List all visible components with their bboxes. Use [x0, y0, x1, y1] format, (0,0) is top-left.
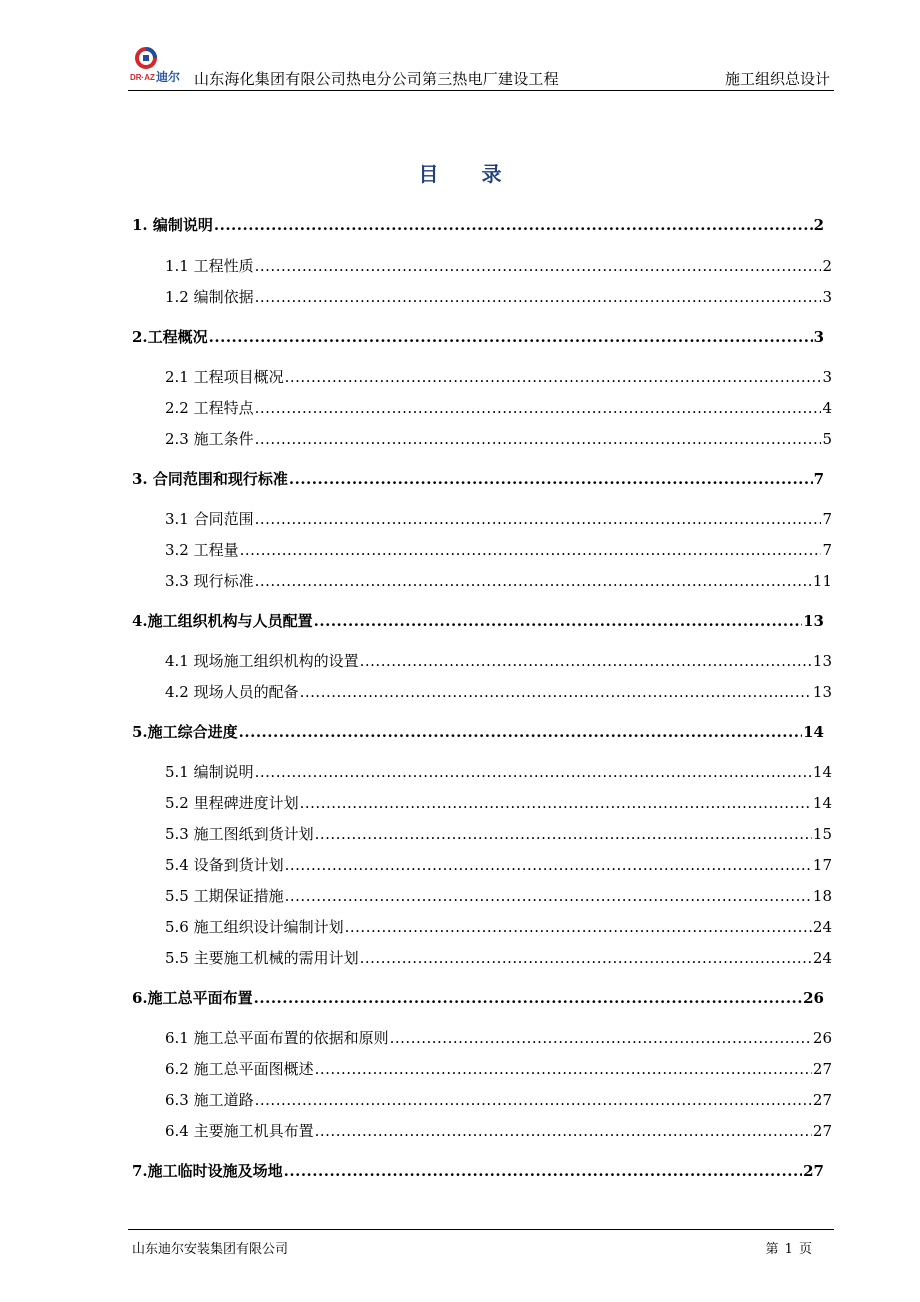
- toc-page-number: 15: [812, 825, 832, 843]
- header-document-type: 施工组织总设计: [724, 70, 830, 88]
- footer-company: 山东迪尔安装集团有限公司: [132, 1242, 289, 1257]
- toc-entry-title: 5.施工综合进度: [132, 723, 238, 741]
- toc-entry-title: 3.3 现行标准: [165, 572, 254, 590]
- toc-section-entry[interactable]: [165, 792, 832, 813]
- toc-page-number: 13: [812, 652, 832, 670]
- toc-entry-title: 2.2 工程特点: [165, 399, 254, 417]
- toc-page-number: 13: [812, 683, 832, 701]
- toc-entry-title: 2.工程概况: [132, 328, 208, 346]
- toc-section-entry[interactable]: [165, 947, 832, 968]
- toc-entry-title: 4.1 现场施工组织机构的设置: [165, 652, 359, 670]
- header-project-title: 山东海化集团有限公司热电分公司第三热电厂建设工程: [194, 70, 559, 88]
- toc-section-entry[interactable]: [165, 681, 832, 702]
- toc-section-entry[interactable]: [165, 761, 832, 782]
- toc-page-number: 7: [822, 541, 832, 559]
- toc-section-entry[interactable]: [165, 428, 832, 449]
- toc-entry-title: 3.1 合同范围: [165, 510, 254, 528]
- toc-dot-leader: [345, 918, 812, 936]
- toc-dot-leader: [285, 887, 812, 905]
- toc-entry-title: 5.6 施工组织设计编制计划: [165, 918, 344, 936]
- toc-section-entry[interactable]: [165, 397, 832, 418]
- toc-dot-leader: [240, 541, 822, 559]
- toc-entry-title: 5.3 施工图纸到货计划: [165, 825, 314, 843]
- logo-chinese-text: 迪尔: [156, 70, 181, 84]
- toc-page-number: 11: [812, 572, 832, 590]
- toc-page-number: 26: [812, 1029, 832, 1047]
- toc-section-entry[interactable]: [165, 286, 832, 307]
- toc-page-number: 14: [812, 763, 832, 781]
- toc-section-entry[interactable]: [165, 366, 832, 387]
- toc-entry-title: 6.3 施工道路: [165, 1091, 254, 1109]
- toc-page-number: 13: [803, 612, 824, 630]
- toc-chapter-entry[interactable]: [132, 721, 824, 742]
- toc-dot-leader: [255, 1091, 812, 1109]
- toc-dot-leader: [254, 989, 802, 1007]
- toc-dot-leader: [289, 470, 813, 488]
- toc-page-number: 14: [812, 794, 832, 812]
- footer-page-number: 第 1 页: [765, 1242, 812, 1257]
- toc-dot-leader: [300, 683, 812, 701]
- toc-entry-title: 1. 编制说明: [132, 216, 213, 234]
- toc-page-number: 2: [813, 216, 824, 234]
- toc-page-number: 27: [812, 1122, 832, 1140]
- toc-page-number: 17: [812, 856, 832, 874]
- toc-section-entry[interactable]: [165, 916, 832, 937]
- toc-entry-title: 4.施工组织机构与人员配置: [132, 612, 313, 630]
- toc-page-number: 27: [803, 1162, 824, 1180]
- page-footer: [128, 1229, 834, 1258]
- toc-dot-leader: [285, 856, 812, 874]
- toc-section-entry[interactable]: [165, 1120, 832, 1141]
- toc-entry-title: 3. 合同范围和现行标准: [132, 470, 288, 488]
- toc-section-entry[interactable]: [165, 885, 832, 906]
- toc-entry-title: 2.1 工程项目概况: [165, 368, 284, 386]
- toc-page-number: 24: [812, 918, 832, 936]
- toc-section-entry[interactable]: [165, 539, 832, 560]
- toc-section-entry[interactable]: [165, 1027, 832, 1048]
- toc-dot-leader: [255, 763, 812, 781]
- toc-entry-title: 7.施工临时设施及场地: [132, 1162, 283, 1180]
- toc-page-number: 27: [812, 1060, 832, 1078]
- toc-entry-title: 4.2 现场人员的配备: [165, 683, 299, 701]
- toc-title: 目 录: [418, 162, 520, 186]
- toc-entry-title: 2.3 施工条件: [165, 430, 254, 448]
- toc-dot-leader: [360, 949, 812, 967]
- toc-entry-title: 5.1 编制说明: [165, 763, 254, 781]
- toc-dot-leader: [209, 328, 813, 346]
- toc-entry-title: 6.施工总平面布置: [132, 989, 253, 1007]
- toc-dot-leader: [255, 399, 822, 417]
- toc-entry-title: 5.2 里程碑进度计划: [165, 794, 299, 812]
- toc-entry-title: 6.2 施工总平面图概述: [165, 1060, 314, 1078]
- toc-entry-title: 6.1 施工总平面布置的依据和原则: [165, 1029, 389, 1047]
- toc-page-number: 5: [822, 430, 832, 448]
- toc-chapter-entry[interactable]: [132, 468, 824, 489]
- toc-page-number: 3: [822, 288, 832, 306]
- toc-entry-title: 6.4 主要施工机具布置: [165, 1122, 314, 1140]
- toc-page-number: 24: [812, 949, 832, 967]
- toc-dot-leader: [300, 794, 812, 812]
- toc-chapter-entry[interactable]: [132, 214, 824, 235]
- toc-section-entry[interactable]: [165, 1089, 832, 1110]
- toc-entry-title: 1.1 工程性质: [165, 257, 254, 275]
- page-header: [128, 46, 834, 91]
- toc-entry-title: 3.2 工程量: [165, 541, 239, 559]
- toc-page-number: 4: [822, 399, 832, 417]
- toc-page-number: 7: [822, 510, 832, 528]
- toc-section-entry[interactable]: [165, 1058, 832, 1079]
- toc-entry-title: 1.2 编制依据: [165, 288, 254, 306]
- toc-dot-leader: [285, 368, 822, 386]
- toc-page-number: 7: [813, 470, 824, 488]
- toc-dot-leader: [255, 288, 822, 306]
- toc-dot-leader: [315, 825, 812, 843]
- toc-entry-title: 5.4 设备到货计划: [165, 856, 284, 874]
- toc-dot-leader: [390, 1029, 812, 1047]
- toc-page-number: 14: [803, 723, 824, 741]
- toc-dot-leader: [284, 1162, 802, 1180]
- toc-dot-leader: [239, 723, 802, 741]
- toc-page-number: 26: [803, 989, 824, 1007]
- toc-section-entry[interactable]: [165, 570, 832, 591]
- toc-page-number: 2: [822, 257, 832, 275]
- toc-entry-title: 5.5 工期保证措施: [165, 887, 284, 905]
- toc-section-entry[interactable]: [165, 854, 832, 875]
- toc-chapter-entry[interactable]: [132, 987, 824, 1008]
- toc-dot-leader: [360, 652, 812, 670]
- toc-entry-title: 5.5 主要施工机械的需用计划: [165, 949, 359, 967]
- company-logo: [130, 46, 188, 86]
- toc-dot-leader: [255, 572, 812, 590]
- toc-dot-leader: [315, 1060, 812, 1078]
- toc-chapter-entry[interactable]: [132, 326, 824, 347]
- toc-dot-leader: [315, 1122, 812, 1140]
- toc-page-number: 18: [812, 887, 832, 905]
- toc-section-entry[interactable]: [165, 508, 832, 529]
- toc-page-number: 3: [822, 368, 832, 386]
- logo-latin-text: DR·AZ: [130, 73, 155, 82]
- toc-chapter-entry[interactable]: [132, 610, 824, 631]
- toc-section-entry[interactable]: [165, 823, 832, 844]
- toc-page-number: 27: [812, 1091, 832, 1109]
- toc-dot-leader: [255, 510, 822, 528]
- toc-dot-leader: [314, 612, 802, 630]
- toc-dot-leader: [255, 257, 822, 275]
- toc-section-entry[interactable]: [165, 650, 832, 671]
- toc-dot-leader: [255, 430, 822, 448]
- toc-section-entry[interactable]: [165, 255, 832, 276]
- toc-page-number: 3: [813, 328, 824, 346]
- toc-dot-leader: [214, 216, 813, 234]
- toc-chapter-entry[interactable]: [132, 1160, 824, 1181]
